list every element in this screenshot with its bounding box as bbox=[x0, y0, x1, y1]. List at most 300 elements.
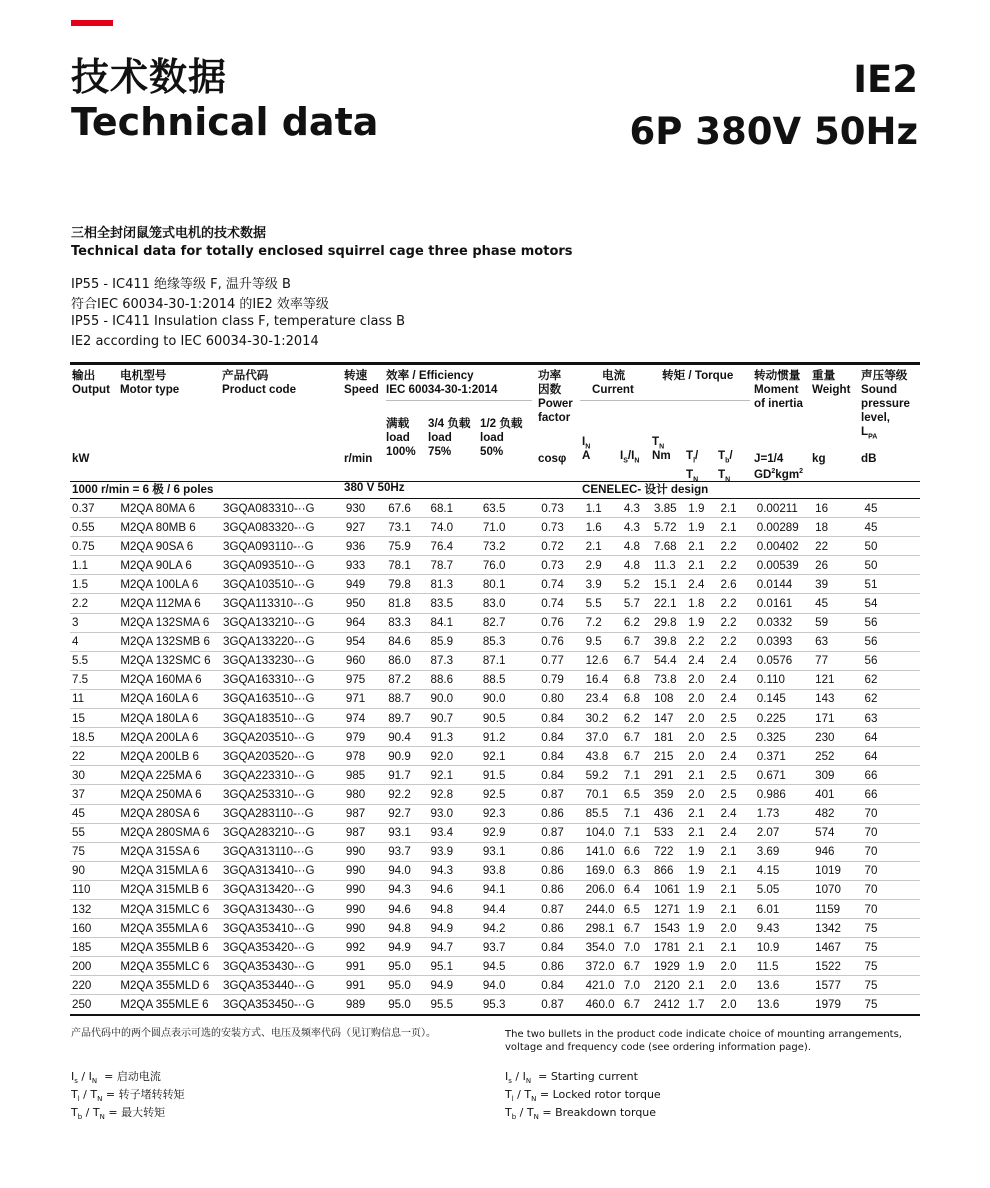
cell-is-in: 6.8 bbox=[623, 673, 640, 687]
col-in-symbol: $I_N$ bbox=[582, 435, 591, 451]
cell-is-in: 6.2 bbox=[623, 711, 640, 725]
table-row bbox=[70, 766, 920, 785]
cell-inertia: 0.0332 bbox=[756, 616, 793, 630]
cell-output: 37 bbox=[72, 787, 85, 801]
cell-eff-75: 78.7 bbox=[430, 558, 454, 572]
cell-current: 2.9 bbox=[585, 558, 602, 572]
cell-inertia: 0.986 bbox=[756, 787, 786, 801]
cell-output: 55 bbox=[72, 826, 85, 840]
brand-accent-bar bbox=[71, 20, 113, 26]
cell-weight: 26 bbox=[815, 558, 829, 572]
cell-inertia: 11.5 bbox=[756, 959, 779, 973]
cell-motor-type: M2QA 160LA 6 bbox=[120, 692, 199, 706]
cell-tl-tn: 2.0 bbox=[688, 692, 705, 706]
cell-current: 169.0 bbox=[585, 864, 615, 878]
legend-cn bbox=[71, 1070, 185, 1125]
cell-weight: 1159 bbox=[815, 902, 841, 916]
cell-eff-50: 92.9 bbox=[482, 826, 506, 840]
cell-eff-75: 92.1 bbox=[430, 768, 454, 782]
cell-output: 1.5 bbox=[72, 577, 89, 591]
cell-torque: 181 bbox=[654, 730, 674, 744]
cell-weight: 143 bbox=[815, 692, 835, 706]
cell-weight: 22 bbox=[815, 539, 829, 553]
cell-tl-tn: 1.9 bbox=[688, 501, 705, 515]
cell-eff-75: 94.6 bbox=[430, 883, 454, 897]
cell-tb-tn: 2.4 bbox=[720, 692, 737, 706]
cell-tl-tn: 2.0 bbox=[688, 673, 705, 687]
cell-power-factor: 0.74 bbox=[541, 577, 564, 591]
cell-tb-tn: 2.4 bbox=[720, 807, 737, 821]
cell-power-factor: 0.74 bbox=[541, 597, 564, 611]
cell-is-in: 5.7 bbox=[623, 597, 640, 611]
cell-current: 298.1 bbox=[585, 921, 615, 935]
cell-inertia: 0.00539 bbox=[756, 558, 799, 572]
col-output-unit: kW bbox=[72, 452, 90, 465]
cell-inertia: 0.00289 bbox=[756, 520, 799, 534]
cell-current: 9.5 bbox=[585, 635, 602, 649]
cell-torque: 15.1 bbox=[654, 577, 677, 591]
cell-noise: 70 bbox=[864, 902, 878, 916]
cell-weight: 63 bbox=[815, 635, 829, 649]
cell-noise: 54 bbox=[864, 597, 878, 611]
cell-eff-75: 92.8 bbox=[430, 787, 454, 801]
col-eff-title: 效率 / Efficiency bbox=[386, 369, 474, 382]
cell-current: 206.0 bbox=[585, 883, 615, 897]
cell-current: 43.8 bbox=[585, 749, 609, 763]
cell-eff-75: 94.8 bbox=[430, 902, 454, 916]
cell-weight: 121 bbox=[815, 673, 835, 687]
table-row bbox=[70, 899, 920, 918]
cell-weight: 946 bbox=[815, 845, 835, 859]
cell-is-in: 7.0 bbox=[623, 940, 640, 954]
legend-item: $I_s / I_N$ = Starting current bbox=[505, 1070, 638, 1086]
cell-output: 18.5 bbox=[72, 730, 95, 744]
col-eff-12-b: 50% bbox=[480, 445, 504, 458]
cell-current: 354.0 bbox=[585, 940, 615, 954]
footnote-en-line: voltage and frequency code (see ordering information page). bbox=[505, 1042, 812, 1053]
cell-tl-tn: 1.9 bbox=[688, 883, 705, 897]
col-weight-en: Weight bbox=[812, 383, 851, 396]
cell-motor-type: M2QA 90SA 6 bbox=[120, 539, 194, 553]
cell-noise: 64 bbox=[864, 749, 878, 763]
cell-torque: 73.8 bbox=[654, 673, 677, 687]
table-row bbox=[70, 689, 920, 708]
cell-torque: 215 bbox=[654, 749, 674, 763]
cell-product-code: 3GQA203510-··G bbox=[223, 730, 315, 744]
cell-power-factor: 0.84 bbox=[541, 978, 564, 992]
legend-text: = Breakdown torque bbox=[542, 1106, 657, 1120]
cell-weight: 77 bbox=[815, 654, 829, 668]
cell-product-code: 3GQA183510-··G bbox=[223, 711, 315, 725]
cell-noise: 70 bbox=[864, 845, 878, 859]
cell-eff-75: 94.9 bbox=[430, 978, 454, 992]
col-pf-en2: factor bbox=[538, 411, 571, 424]
cell-inertia: 0.00211 bbox=[756, 501, 798, 515]
cell-motor-type: M2QA 80MB 6 bbox=[120, 520, 196, 534]
cell-output: 22 bbox=[72, 749, 85, 763]
cell-motor-type: M2QA 250MA 6 bbox=[120, 787, 202, 801]
cell-torque: 1929 bbox=[654, 959, 680, 973]
cell-product-code: 3GQA353410-··G bbox=[223, 921, 315, 935]
legend-item: $T_l / T_N$ = Locked rotor torque bbox=[505, 1088, 661, 1104]
cell-inertia: 2.07 bbox=[756, 826, 780, 840]
cell-inertia: 0.0144 bbox=[756, 577, 793, 591]
cell-eff-100: 86.0 bbox=[388, 654, 411, 668]
col-eff-full-a: load bbox=[386, 431, 410, 444]
cell-inertia: 3.69 bbox=[756, 845, 780, 859]
cell-eff-75: 83.5 bbox=[430, 597, 454, 611]
cell-eff-100: 81.8 bbox=[388, 597, 411, 611]
cell-product-code: 3GQA313420-··G bbox=[223, 883, 315, 897]
col-inertia-unit2: $GD^2kgm^2$ bbox=[754, 467, 804, 481]
cell-motor-type: M2QA 225MA 6 bbox=[120, 768, 202, 782]
cell-is-in: 6.7 bbox=[623, 997, 640, 1011]
cell-inertia: 0.371 bbox=[756, 749, 786, 763]
cell-speed: 987 bbox=[345, 807, 366, 821]
spec-line: IE2 according to IEC 60034-30-1:2014 bbox=[71, 334, 319, 349]
cell-eff-100: 94.8 bbox=[388, 921, 411, 935]
cell-power-factor: 0.77 bbox=[541, 654, 564, 668]
cell-eff-50: 94.5 bbox=[482, 959, 506, 973]
spec-line: IP55 - IC411 Insulation class F, temperature class B bbox=[71, 314, 406, 329]
col-tn-symbol: $T_N$ bbox=[652, 435, 665, 451]
cell-speed: 930 bbox=[345, 501, 366, 515]
cell-motor-type: M2QA 315MLB 6 bbox=[120, 883, 209, 897]
col-eff-12-a: load bbox=[480, 431, 504, 444]
cell-eff-50: 83.0 bbox=[482, 597, 506, 611]
cell-tl-tn: 1.9 bbox=[688, 520, 705, 534]
col-pf-cn1: 功率 bbox=[538, 369, 562, 382]
cell-product-code: 3GQA163310-··G bbox=[223, 673, 315, 687]
cell-speed: 927 bbox=[345, 520, 366, 534]
cell-weight: 1019 bbox=[815, 864, 841, 878]
cell-eff-50: 95.3 bbox=[482, 997, 506, 1011]
cell-eff-75: 90.0 bbox=[430, 692, 454, 706]
col-pf-en1: Power bbox=[538, 397, 573, 410]
table-row bbox=[70, 957, 920, 976]
spec-line: IP55 - IC411 绝缘等级 F, 温升等级 B bbox=[71, 277, 291, 292]
col-code-cn: 产品代码 bbox=[222, 369, 269, 382]
cell-eff-75: 68.1 bbox=[430, 501, 454, 515]
col-inertia-cn: 转动惯量 bbox=[754, 369, 801, 382]
cell-product-code: 3GQA353420-··G bbox=[223, 940, 315, 954]
cell-current: 421.0 bbox=[585, 978, 615, 992]
cell-noise: 75 bbox=[864, 921, 878, 935]
cell-motor-type: M2QA 180LA 6 bbox=[120, 711, 199, 725]
cell-noise: 70 bbox=[864, 807, 878, 821]
cell-output: 0.37 bbox=[72, 501, 95, 515]
cell-tb-tn: 2.1 bbox=[720, 520, 737, 534]
col-current-en: Current bbox=[592, 383, 634, 396]
cell-speed: 992 bbox=[345, 940, 366, 954]
cell-speed: 980 bbox=[345, 787, 366, 801]
cell-weight: 309 bbox=[815, 768, 835, 782]
cell-product-code: 3GQA133210-··G bbox=[223, 616, 315, 630]
cell-tb-tn: 2.2 bbox=[720, 635, 737, 649]
cell-torque: 2412 bbox=[654, 997, 680, 1011]
cell-eff-75: 90.7 bbox=[430, 711, 454, 725]
cell-output: 15 bbox=[72, 711, 85, 725]
cell-weight: 401 bbox=[815, 787, 835, 801]
cell-power-factor: 0.73 bbox=[541, 520, 564, 534]
cell-power-factor: 0.87 bbox=[541, 787, 564, 801]
cell-tb-tn: 2.5 bbox=[720, 711, 737, 725]
cell-tb-tn: 2.2 bbox=[720, 558, 737, 572]
cell-tl-tn: 1.7 bbox=[688, 997, 705, 1011]
cell-noise: 70 bbox=[864, 864, 878, 878]
cell-tb-tn: 2.2 bbox=[720, 539, 737, 553]
cell-is-in: 4.3 bbox=[623, 501, 640, 515]
cell-tl-tn: 2.4 bbox=[688, 577, 705, 591]
col-motor-en: Motor type bbox=[120, 383, 180, 396]
cell-power-factor: 0.84 bbox=[541, 940, 564, 954]
cell-torque: 29.8 bbox=[654, 616, 677, 630]
table-row bbox=[70, 613, 920, 632]
cell-speed: 949 bbox=[345, 577, 366, 591]
cell-eff-75: 93.0 bbox=[430, 807, 454, 821]
cell-torque: 291 bbox=[654, 768, 674, 782]
cell-eff-50: 93.8 bbox=[482, 864, 506, 878]
cell-product-code: 3GQA203520-··G bbox=[223, 749, 315, 763]
efficiency-class: IE2 bbox=[853, 58, 918, 101]
cell-is-in: 6.7 bbox=[623, 749, 640, 763]
cell-power-factor: 0.76 bbox=[541, 635, 564, 649]
cell-inertia: 4.15 bbox=[756, 864, 780, 878]
cell-current: 372.0 bbox=[585, 959, 615, 973]
table-row bbox=[70, 747, 920, 766]
cell-motor-type: M2QA 80MA 6 bbox=[120, 501, 196, 515]
table-row bbox=[70, 632, 920, 651]
spec-line: 符合IEC 60034-30-1:2014 的IE2 效率等级 bbox=[71, 297, 329, 312]
cell-noise: 62 bbox=[864, 692, 878, 706]
cell-eff-100: 94.3 bbox=[388, 883, 411, 897]
cell-eff-50: 94.1 bbox=[482, 883, 506, 897]
cell-noise: 56 bbox=[864, 635, 878, 649]
cell-torque: 39.8 bbox=[654, 635, 677, 649]
cell-torque: 5.72 bbox=[654, 520, 677, 534]
cell-eff-75: 85.9 bbox=[430, 635, 454, 649]
cell-tb-tn: 2.5 bbox=[720, 787, 737, 801]
legend-en bbox=[505, 1070, 661, 1125]
cell-eff-50: 82.7 bbox=[482, 616, 506, 630]
cell-product-code: 3GQA083320-··G bbox=[223, 520, 315, 534]
cell-power-factor: 0.84 bbox=[541, 730, 564, 744]
col-noise-en3: level, bbox=[861, 411, 891, 424]
cell-weight: 574 bbox=[815, 826, 835, 840]
cell-is-in: 6.2 bbox=[623, 616, 640, 630]
cell-tb-tn: 2.1 bbox=[720, 902, 737, 916]
cell-noise: 75 bbox=[864, 978, 878, 992]
cell-is-in: 6.8 bbox=[623, 692, 640, 706]
cell-current: 59.2 bbox=[585, 768, 609, 782]
cell-power-factor: 0.86 bbox=[541, 921, 564, 935]
cell-current: 7.2 bbox=[585, 616, 602, 630]
cell-eff-100: 94.0 bbox=[388, 864, 411, 878]
cell-product-code: 3GQA093110-··G bbox=[223, 539, 314, 553]
cell-tl-tn: 2.0 bbox=[688, 711, 705, 725]
cell-output: 4 bbox=[72, 635, 79, 649]
cell-eff-50: 91.2 bbox=[482, 730, 506, 744]
cell-eff-100: 67.6 bbox=[388, 501, 411, 515]
table-row bbox=[70, 919, 920, 938]
cell-tl-tn: 1.8 bbox=[688, 597, 705, 611]
cell-motor-type: M2QA 100LA 6 bbox=[120, 577, 199, 591]
cell-noise: 51 bbox=[864, 577, 878, 591]
cell-motor-type: M2QA 280SMA 6 bbox=[120, 826, 210, 840]
cell-is-in: 5.2 bbox=[623, 577, 640, 591]
cell-speed: 991 bbox=[345, 959, 366, 973]
cell-product-code: 3GQA133230-··G bbox=[223, 654, 315, 668]
cell-inertia: 1.73 bbox=[756, 807, 780, 821]
col-eff-34-cn: 3/4 负载 bbox=[428, 417, 471, 430]
cell-is-in: 6.7 bbox=[623, 730, 640, 744]
table-row bbox=[70, 556, 920, 575]
cell-weight: 171 bbox=[815, 711, 835, 725]
cell-eff-100: 83.3 bbox=[388, 616, 411, 630]
cell-tl-tn: 2.1 bbox=[688, 558, 705, 572]
cell-weight: 16 bbox=[815, 501, 829, 515]
legend-text: = Locked rotor torque bbox=[539, 1088, 661, 1102]
cell-tb-tn: 2.4 bbox=[720, 673, 737, 687]
cell-product-code: 3GQA223310-··G bbox=[223, 768, 315, 782]
cell-current: 5.5 bbox=[585, 597, 602, 611]
cell-weight: 1522 bbox=[815, 959, 841, 973]
cell-tl-tn: 1.9 bbox=[688, 616, 705, 630]
cell-eff-100: 75.9 bbox=[388, 539, 411, 553]
cell-inertia: 5.05 bbox=[756, 883, 780, 897]
cell-noise: 70 bbox=[864, 883, 878, 897]
cell-inertia: 13.6 bbox=[756, 997, 780, 1011]
cell-tb-tn: 2.2 bbox=[720, 616, 737, 630]
cell-noise: 75 bbox=[864, 959, 878, 973]
col-motor-cn: 电机型号 bbox=[120, 369, 167, 382]
cell-torque: 722 bbox=[654, 845, 674, 859]
cell-eff-75: 93.9 bbox=[430, 845, 454, 859]
cell-output: 45 bbox=[72, 807, 85, 821]
cell-motor-type: M2QA 112MA 6 bbox=[120, 597, 201, 611]
table-row bbox=[70, 842, 920, 861]
cell-product-code: 3GQA163510-··G bbox=[223, 692, 315, 706]
cell-speed: 964 bbox=[345, 616, 366, 630]
cell-output: 185 bbox=[72, 940, 92, 954]
group-voltage-label: 380 V 50Hz bbox=[344, 481, 405, 494]
cell-noise: 66 bbox=[864, 768, 878, 782]
cell-inertia: 10.9 bbox=[756, 940, 780, 954]
cell-eff-50: 93.7 bbox=[482, 940, 506, 954]
col-noise-cn: 声压等级 bbox=[861, 369, 908, 382]
cell-eff-50: 63.5 bbox=[482, 501, 506, 515]
col-output-en: Output bbox=[72, 383, 110, 396]
cell-eff-100: 84.6 bbox=[388, 635, 411, 649]
cell-motor-type: M2QA 90LA 6 bbox=[120, 558, 192, 572]
cell-output: 2.2 bbox=[72, 597, 89, 611]
cell-tl-tn: 1.9 bbox=[688, 864, 705, 878]
cell-noise: 75 bbox=[864, 940, 878, 954]
col-pf-cn2: 因数 bbox=[538, 383, 562, 396]
cell-output: 220 bbox=[72, 978, 92, 992]
legend-item: $T_b / T_N$ = 最大转矩 bbox=[71, 1106, 166, 1122]
cell-product-code: 3GQA083310-··G bbox=[223, 501, 315, 515]
cell-is-in: 4.3 bbox=[623, 520, 640, 534]
cell-eff-75: 95.1 bbox=[430, 959, 454, 973]
table-row bbox=[70, 499, 920, 518]
cell-power-factor: 0.86 bbox=[541, 959, 564, 973]
col-speed-en: Speed bbox=[344, 383, 379, 396]
cell-eff-100: 92.7 bbox=[388, 807, 411, 821]
cell-torque: 533 bbox=[654, 826, 674, 840]
cell-eff-75: 81.3 bbox=[430, 577, 454, 591]
cell-motor-type: M2QA 132SMA 6 bbox=[120, 616, 210, 630]
cell-is-in: 6.4 bbox=[623, 883, 640, 897]
cell-noise: 64 bbox=[864, 730, 878, 744]
cell-motor-type: M2QA 355MLB 6 bbox=[120, 940, 209, 954]
cell-current: 141.0 bbox=[585, 845, 615, 859]
cell-eff-50: 94.2 bbox=[482, 921, 506, 935]
cell-motor-type: M2QA 315MLC 6 bbox=[120, 902, 210, 916]
footnote-en bbox=[505, 1028, 902, 1054]
cell-noise: 56 bbox=[864, 654, 878, 668]
cell-eff-75: 87.3 bbox=[430, 654, 454, 668]
cell-tl-tn: 1.9 bbox=[688, 959, 705, 973]
cell-speed: 974 bbox=[345, 711, 366, 725]
cell-current: 1.6 bbox=[585, 520, 602, 534]
legend-text: = Starting current bbox=[538, 1070, 638, 1083]
cell-tb-tn: 2.0 bbox=[720, 978, 737, 992]
cell-motor-type: M2QA 355MLD 6 bbox=[120, 978, 210, 992]
cell-tb-tn: 2.1 bbox=[720, 864, 737, 878]
cell-power-factor: 0.73 bbox=[541, 501, 564, 515]
cell-power-factor: 0.79 bbox=[541, 673, 564, 687]
cell-output: 250 bbox=[72, 997, 92, 1011]
cell-speed: 990 bbox=[345, 864, 366, 878]
cell-eff-75: 91.3 bbox=[430, 730, 454, 744]
cell-current: 1.1 bbox=[585, 501, 602, 515]
col-eff-34-a: load bbox=[428, 431, 452, 444]
cell-eff-75: 88.6 bbox=[430, 673, 454, 687]
table-row bbox=[70, 861, 920, 880]
col-inertia-unit1: J=1/4 bbox=[754, 452, 784, 465]
col-current-cn: 电流 bbox=[602, 369, 626, 382]
cell-power-factor: 0.84 bbox=[541, 749, 564, 763]
cell-eff-50: 92.3 bbox=[482, 807, 506, 821]
cell-current: 3.9 bbox=[585, 577, 602, 591]
spec-title bbox=[630, 54, 918, 158]
cell-speed: 978 bbox=[345, 749, 366, 763]
cell-power-factor: 0.73 bbox=[541, 558, 564, 572]
cell-eff-100: 94.6 bbox=[388, 902, 411, 916]
cell-speed: 936 bbox=[345, 539, 366, 553]
cell-current: 23.4 bbox=[585, 692, 609, 706]
cell-tl-tn: 2.4 bbox=[688, 654, 705, 668]
legend-item: $I_s / I_N$ = 启动电流 bbox=[71, 1070, 161, 1086]
cell-output: 75 bbox=[72, 845, 85, 859]
cell-eff-50: 94.4 bbox=[482, 902, 506, 916]
cell-inertia: 0.110 bbox=[756, 673, 785, 687]
cell-is-in: 6.6 bbox=[623, 845, 640, 859]
cell-weight: 1070 bbox=[815, 883, 841, 897]
cell-tb-tn: 2.0 bbox=[720, 959, 737, 973]
cell-tb-tn: 2.4 bbox=[720, 654, 737, 668]
cell-product-code: 3GQA283110-··G bbox=[223, 807, 314, 821]
cell-torque: 7.68 bbox=[654, 539, 677, 553]
cell-output: 3 bbox=[72, 616, 79, 630]
cell-tl-tn: 2.1 bbox=[688, 940, 705, 954]
cell-inertia: 9.43 bbox=[756, 921, 780, 935]
cell-current: 30.2 bbox=[585, 711, 609, 725]
col-in-unit: A bbox=[582, 449, 591, 462]
cell-eff-50: 88.5 bbox=[482, 673, 506, 687]
cell-eff-50: 80.1 bbox=[482, 577, 506, 591]
